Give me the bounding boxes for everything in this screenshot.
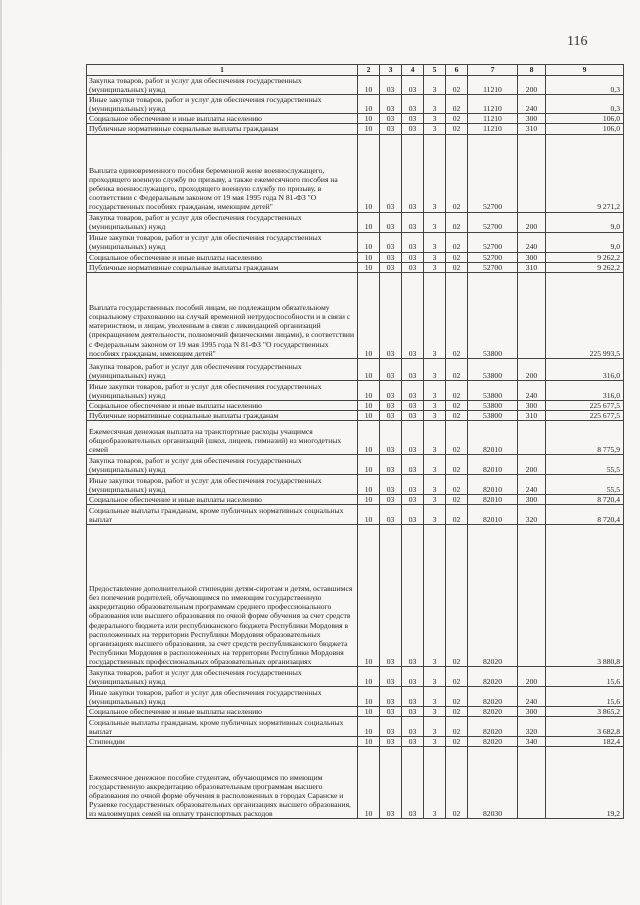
code-cell: 03	[402, 252, 424, 262]
table-body	[87, 76, 624, 819]
code-cell	[518, 525, 546, 667]
row-name-cell: Социальные выплаты гражданам, кроме публичных нормативных социальных выплат	[87, 717, 358, 737]
amount-cell: 106,0	[546, 124, 624, 134]
code-cell: 53800	[468, 358, 518, 380]
code-cell: 03	[380, 358, 402, 380]
code-cell: 3	[424, 76, 446, 95]
code-cell: 52700	[468, 212, 518, 232]
code-cell: 10	[358, 687, 380, 707]
code-cell: 320	[518, 505, 546, 525]
code-cell: 02	[446, 252, 468, 262]
code-cell: 200	[518, 454, 546, 474]
table-row	[87, 380, 624, 400]
row-name-cell: Закупка товаров, работ и услуг для обеспечения государственных (муниципальных) нужд	[87, 358, 358, 380]
header-cell: 7	[468, 65, 518, 76]
amount-cell: 9 262,2	[546, 252, 624, 262]
code-cell: 03	[380, 262, 402, 272]
code-cell: 03	[402, 134, 424, 212]
amount-cell: 225 993,5	[546, 272, 624, 358]
code-cell: 02	[446, 400, 468, 410]
code-cell: 310	[518, 262, 546, 272]
code-cell: 10	[358, 747, 380, 819]
amount-cell: 0,3	[546, 76, 624, 95]
amount-cell: 15,6	[546, 667, 624, 687]
code-cell: 3	[424, 212, 446, 232]
row-name-cell: Социальное обеспечение и иные выплаты населению	[87, 252, 358, 262]
code-cell: 3	[424, 454, 446, 474]
header-cell: 3	[380, 65, 402, 76]
code-cell: 02	[446, 737, 468, 747]
row-name-cell: Социальное обеспечение и иные выплаты населению	[87, 400, 358, 410]
amount-cell: 55,5	[546, 454, 624, 474]
row-name-cell: Публичные нормативные социальные выплаты гражданам	[87, 124, 358, 134]
code-cell: 03	[402, 707, 424, 717]
amount-cell: 3 682,8	[546, 717, 624, 737]
header-cell: 6	[446, 65, 468, 76]
code-cell: 03	[380, 494, 402, 504]
code-cell: 03	[380, 114, 402, 124]
code-cell: 3	[424, 358, 446, 380]
code-cell: 02	[446, 124, 468, 134]
code-cell: 11210	[468, 124, 518, 134]
code-cell: 03	[380, 525, 402, 667]
code-cell: 3	[424, 494, 446, 504]
amount-cell: 3 880,8	[546, 525, 624, 667]
amount-cell: 8 720,4	[546, 505, 624, 525]
code-cell: 03	[402, 525, 424, 667]
code-cell: 240	[518, 687, 546, 707]
code-cell: 02	[446, 134, 468, 212]
row-name-cell: Закупка товаров, работ и услуг для обеспечения государственных (муниципальных) нужд	[87, 212, 358, 232]
table-row	[87, 124, 624, 134]
code-cell: 03	[402, 747, 424, 819]
code-cell: 3	[424, 717, 446, 737]
code-cell: 02	[446, 272, 468, 358]
code-cell: 10	[358, 380, 380, 400]
page-number: 116	[567, 34, 588, 49]
code-cell: 02	[446, 262, 468, 272]
code-cell: 02	[446, 717, 468, 737]
code-cell: 340	[518, 737, 546, 747]
budget-table	[86, 64, 624, 819]
amount-cell: 8 775,9	[546, 420, 624, 454]
code-cell: 3	[424, 124, 446, 134]
code-cell: 03	[380, 76, 402, 95]
code-cell: 3	[424, 410, 446, 420]
row-name-cell: Публичные нормативные социальные выплаты гражданам	[87, 410, 358, 420]
code-cell: 82010	[468, 494, 518, 504]
table-row	[87, 358, 624, 380]
amount-cell: 225 677,5	[546, 400, 624, 410]
table-row	[87, 114, 624, 124]
code-cell: 03	[380, 272, 402, 358]
code-cell	[518, 272, 546, 358]
row-name-cell: Социальное обеспечение и иные выплаты населению	[87, 707, 358, 717]
row-name-cell: Ежемесячная денежная выплата на транспортные расходы учащимся общеобразовательных организаций (школ, лицеев, гимназий) из многодетных семей	[87, 420, 358, 454]
code-cell: 03	[380, 380, 402, 400]
code-cell: 03	[402, 717, 424, 737]
code-cell: 10	[358, 420, 380, 454]
code-cell: 02	[446, 410, 468, 420]
code-cell: 10	[358, 358, 380, 380]
code-cell: 03	[402, 114, 424, 124]
code-cell: 300	[518, 252, 546, 262]
code-cell: 10	[358, 124, 380, 134]
amount-cell: 55,5	[546, 474, 624, 494]
header-cell: 2	[358, 65, 380, 76]
code-cell: 10	[358, 400, 380, 410]
code-cell: 300	[518, 494, 546, 504]
amount-cell: 9 271,2	[546, 134, 624, 212]
code-cell: 02	[446, 95, 468, 114]
code-cell: 11210	[468, 114, 518, 124]
header-cell: 5	[424, 65, 446, 76]
code-cell: 02	[446, 494, 468, 504]
code-cell: 300	[518, 400, 546, 410]
row-name-cell: Закупка товаров, работ и услуг для обеспечения государственных (муниципальных) нужд	[87, 76, 358, 95]
table-row	[87, 525, 624, 667]
code-cell: 10	[358, 505, 380, 525]
scan-edge-shadow	[0, 0, 2, 905]
code-cell: 03	[380, 212, 402, 232]
code-cell: 53800	[468, 400, 518, 410]
code-cell: 82020	[468, 525, 518, 667]
code-cell: 200	[518, 667, 546, 687]
code-cell: 02	[446, 474, 468, 494]
amount-cell: 0,3	[546, 95, 624, 114]
code-cell: 02	[446, 212, 468, 232]
code-cell: 03	[402, 358, 424, 380]
table-row	[87, 232, 624, 252]
code-cell: 03	[380, 747, 402, 819]
code-cell: 03	[402, 232, 424, 252]
amount-cell: 15,6	[546, 687, 624, 707]
code-cell: 240	[518, 232, 546, 252]
header-cell: 1	[87, 65, 358, 76]
amount-cell: 316,0	[546, 380, 624, 400]
code-cell: 3	[424, 272, 446, 358]
code-cell: 10	[358, 737, 380, 747]
code-cell: 82030	[468, 747, 518, 819]
code-cell: 02	[446, 114, 468, 124]
code-cell: 3	[424, 707, 446, 717]
amount-cell: 9 262,2	[546, 262, 624, 272]
code-cell: 240	[518, 95, 546, 114]
amount-cell: 3 865,2	[546, 707, 624, 717]
code-cell: 03	[380, 717, 402, 737]
code-cell: 03	[402, 380, 424, 400]
code-cell: 82010	[468, 474, 518, 494]
code-cell: 10	[358, 707, 380, 717]
table-row	[87, 474, 624, 494]
row-name-cell: Выплата государственных пособий лицам, не подлежащим обязательному социальному страхованию на случай временной нетрудоспособности и в связи с материнством, и лицам, уволенным в связи с ликвидацией организаций (прекращением деятельности, полномочий физическими лицами), в соответствии с Федеральным законом от 19 мая 1995 года N 81-ФЗ "О государственных пособиях гражданам, имеющим детей"	[87, 272, 358, 358]
code-cell: 03	[380, 410, 402, 420]
code-cell: 03	[402, 212, 424, 232]
code-cell: 03	[402, 420, 424, 454]
code-cell: 03	[380, 124, 402, 134]
code-cell: 200	[518, 358, 546, 380]
row-name-cell: Предоставление дополнительной стипендии детям-сиротам и детям, оставшимся без попечения родителей, обучающимся по имеющим государственную аккредитацию образовательным программам среднего профессионального образования или высшего образования по очной форме обучения за счет средств федерального бюджета или республиканского бюджета Республики Мордовия в расположенных на территории Республики Мордовия образовательных организациях высшего образования, за счет средств республиканского бюджета Республики Мордовия в расположенных на территории Республики Мордовия государственных профессиональных образовательных организациях	[87, 525, 358, 667]
row-name-cell: Выплата единовременного пособия беременной жене военнослужащего, проходящего военную службу по призыву, а также ежемесячного пособия на ребенка военнослужащего, проходящего военную службу по призыву, в соответствии с Федеральным законом от 19 мая 1995 года N 81-ФЗ "О государственных пособиях гражданам, имеющим детей"	[87, 134, 358, 212]
table-row	[87, 505, 624, 525]
code-cell: 3	[424, 525, 446, 667]
code-cell: 03	[402, 505, 424, 525]
header-cell: 9	[546, 65, 624, 76]
code-cell: 02	[446, 380, 468, 400]
code-cell: 03	[402, 410, 424, 420]
code-cell: 3	[424, 95, 446, 114]
row-name-cell: Иные закупки товаров, работ и услуг для обеспечения государственных (муниципальных) нужд	[87, 474, 358, 494]
code-cell: 02	[446, 454, 468, 474]
row-name-cell: Ежемесячное денежное пособие студентам, обучающимся по имеющим государственную аккредитацию образовательным программам высшего образования по очной форме обучения в расположенных в городах Саранске и Рузаевке государственных образовательных организациях высшего образования, из малоимущих семей на оплату транспортных расходов	[87, 747, 358, 819]
code-cell: 82010	[468, 454, 518, 474]
code-cell: 02	[446, 525, 468, 667]
code-cell: 03	[402, 687, 424, 707]
code-cell: 3	[424, 262, 446, 272]
code-cell: 03	[380, 400, 402, 410]
code-cell: 82020	[468, 687, 518, 707]
table-row	[87, 134, 624, 212]
code-cell: 02	[446, 358, 468, 380]
code-cell: 10	[358, 667, 380, 687]
code-cell: 03	[402, 272, 424, 358]
code-cell: 02	[446, 232, 468, 252]
code-cell: 10	[358, 212, 380, 232]
table-row	[87, 400, 624, 410]
header-cell: 4	[402, 65, 424, 76]
row-name-cell: Закупка товаров, работ и услуг для обеспечения государственных (муниципальных) нужд	[87, 667, 358, 687]
code-cell: 03	[402, 76, 424, 95]
code-cell: 240	[518, 380, 546, 400]
row-name-cell: Иные закупки товаров, работ и услуг для обеспечения государственных (муниципальных) нужд	[87, 687, 358, 707]
code-cell: 240	[518, 474, 546, 494]
code-cell: 3	[424, 737, 446, 747]
row-name-cell: Иные закупки товаров, работ и услуг для обеспечения государственных (муниципальных) нужд	[87, 95, 358, 114]
amount-cell: 106,0	[546, 114, 624, 124]
table-row	[87, 272, 624, 358]
code-cell: 3	[424, 114, 446, 124]
code-cell: 52700	[468, 262, 518, 272]
code-cell: 82020	[468, 667, 518, 687]
code-cell: 53800	[468, 380, 518, 400]
code-cell: 02	[446, 687, 468, 707]
code-cell: 310	[518, 410, 546, 420]
code-cell: 03	[380, 505, 402, 525]
code-cell: 10	[358, 474, 380, 494]
code-cell: 3	[424, 474, 446, 494]
code-cell: 03	[402, 95, 424, 114]
code-cell: 82020	[468, 717, 518, 737]
code-cell: 3	[424, 667, 446, 687]
code-cell	[518, 134, 546, 212]
code-cell	[518, 747, 546, 819]
code-cell: 10	[358, 454, 380, 474]
code-cell: 02	[446, 747, 468, 819]
code-cell: 3	[424, 400, 446, 410]
code-cell: 3	[424, 747, 446, 819]
code-cell: 02	[446, 707, 468, 717]
table-row	[87, 747, 624, 819]
row-name-cell: Иные закупки товаров, работ и услуг для обеспечения государственных (муниципальных) нужд	[87, 380, 358, 400]
code-cell: 10	[358, 494, 380, 504]
code-cell: 52700	[468, 232, 518, 252]
code-cell: 3	[424, 505, 446, 525]
code-cell: 03	[380, 687, 402, 707]
table-header-row	[87, 65, 624, 76]
code-cell: 10	[358, 525, 380, 667]
code-cell: 10	[358, 410, 380, 420]
code-cell: 3	[424, 134, 446, 212]
code-cell: 03	[380, 454, 402, 474]
code-cell: 82010	[468, 420, 518, 454]
code-cell: 03	[402, 124, 424, 134]
code-cell: 03	[402, 667, 424, 687]
code-cell: 03	[380, 474, 402, 494]
amount-cell: 19,2	[546, 747, 624, 819]
table-row	[87, 212, 624, 232]
table-row	[87, 454, 624, 474]
code-cell: 11210	[468, 95, 518, 114]
code-cell: 3	[424, 420, 446, 454]
header-cell: 8	[518, 65, 546, 76]
code-cell: 10	[358, 134, 380, 212]
code-cell: 10	[358, 95, 380, 114]
code-cell: 10	[358, 114, 380, 124]
code-cell: 53800	[468, 272, 518, 358]
code-cell: 52700	[468, 252, 518, 262]
amount-cell: 182,4	[546, 737, 624, 747]
code-cell: 03	[380, 252, 402, 262]
code-cell: 03	[380, 420, 402, 454]
code-cell	[518, 420, 546, 454]
code-cell: 03	[402, 454, 424, 474]
row-name-cell: Социальное обеспечение и иные выплаты населению	[87, 114, 358, 124]
table-row	[87, 717, 624, 737]
code-cell: 52700	[468, 134, 518, 212]
table-row	[87, 252, 624, 262]
amount-cell: 225 677,5	[546, 410, 624, 420]
code-cell: 03	[402, 474, 424, 494]
code-cell: 10	[358, 252, 380, 262]
code-cell: 310	[518, 124, 546, 134]
table-row	[87, 420, 624, 454]
code-cell: 03	[402, 262, 424, 272]
code-cell: 82020	[468, 707, 518, 717]
table-row	[87, 707, 624, 717]
code-cell: 03	[402, 494, 424, 504]
row-name-cell: Социальное обеспечение и иные выплаты населению	[87, 494, 358, 504]
code-cell: 82010	[468, 505, 518, 525]
code-cell: 3	[424, 380, 446, 400]
table-row	[87, 76, 624, 95]
code-cell: 02	[446, 420, 468, 454]
code-cell: 53800	[468, 410, 518, 420]
table-row	[87, 687, 624, 707]
code-cell: 82020	[468, 737, 518, 747]
code-cell: 10	[358, 76, 380, 95]
code-cell: 02	[446, 667, 468, 687]
row-name-cell: Иные закупки товаров, работ и услуг для обеспечения государственных (муниципальных) нужд	[87, 232, 358, 252]
code-cell: 02	[446, 505, 468, 525]
code-cell: 03	[380, 707, 402, 717]
code-cell: 3	[424, 232, 446, 252]
amount-cell: 316,0	[546, 358, 624, 380]
code-cell: 10	[358, 262, 380, 272]
code-cell: 3	[424, 252, 446, 262]
table-row	[87, 410, 624, 420]
code-cell: 03	[402, 400, 424, 410]
code-cell: 10	[358, 232, 380, 252]
code-cell: 300	[518, 707, 546, 717]
code-cell: 03	[380, 95, 402, 114]
row-name-cell: Социальные выплаты гражданам, кроме публичных нормативных социальных выплат	[87, 505, 358, 525]
row-name-cell: Закупка товаров, работ и услуг для обеспечения государственных (муниципальных) нужд	[87, 454, 358, 474]
code-cell: 11210	[468, 76, 518, 95]
code-cell: 03	[380, 134, 402, 212]
row-name-cell: Стипендии	[87, 737, 358, 747]
table-row	[87, 262, 624, 272]
code-cell: 03	[380, 737, 402, 747]
code-cell: 300	[518, 114, 546, 124]
code-cell: 320	[518, 717, 546, 737]
amount-cell: 9,0	[546, 212, 624, 232]
amount-cell: 8 720,4	[546, 494, 624, 504]
table-row	[87, 737, 624, 747]
amount-cell: 9,0	[546, 232, 624, 252]
code-cell: 200	[518, 212, 546, 232]
row-name-cell: Публичные нормативные социальные выплаты гражданам	[87, 262, 358, 272]
table-row	[87, 667, 624, 687]
code-cell: 10	[358, 272, 380, 358]
code-cell: 03	[380, 667, 402, 687]
code-cell: 03	[402, 737, 424, 747]
code-cell: 200	[518, 76, 546, 95]
code-cell: 3	[424, 687, 446, 707]
table-row	[87, 95, 624, 114]
table-row	[87, 494, 624, 504]
code-cell: 03	[380, 232, 402, 252]
code-cell: 02	[446, 76, 468, 95]
code-cell: 10	[358, 717, 380, 737]
